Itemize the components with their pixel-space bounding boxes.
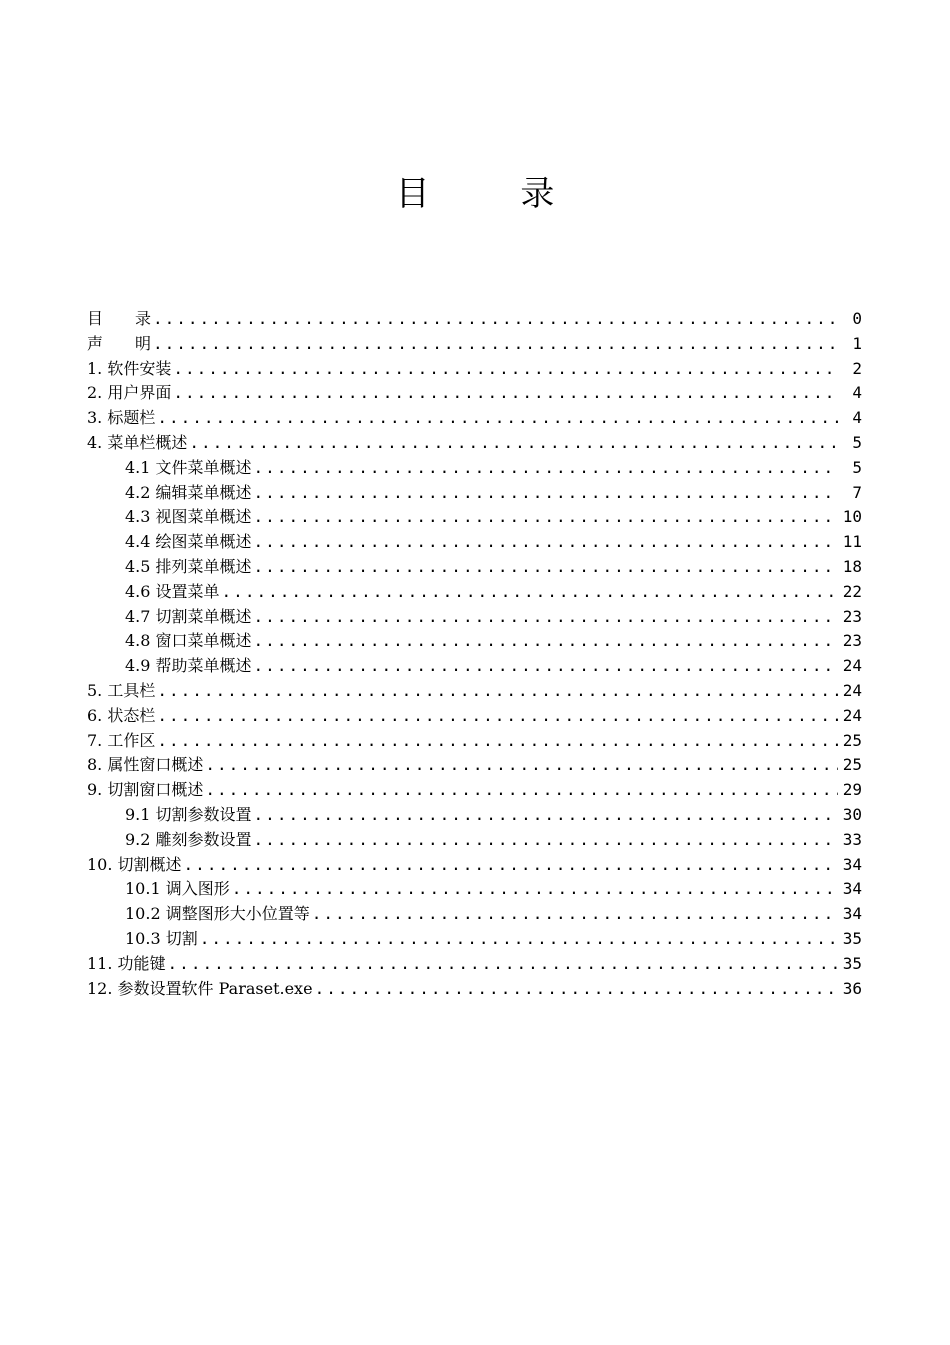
- toc-subentry[interactable]: [87, 828, 862, 853]
- toc-leader-dots: [254, 530, 838, 555]
- toc-leader-dots: [254, 505, 838, 530]
- toc-entry-label: 4.2 编辑菜单概述: [125, 482, 252, 502]
- toc-leader-dots: [254, 629, 838, 654]
- toc-entry-page: 4: [852, 383, 862, 403]
- toc-entry-label: 4.4 绘图菜单概述: [125, 532, 252, 552]
- toc-entry-label: 9.2 雕刻参数设置: [125, 829, 252, 849]
- toc-entry-label: 4.3 视图菜单概述: [125, 507, 252, 527]
- toc-entry-page: 0: [852, 309, 862, 328]
- toc-leader-dots: [254, 828, 838, 853]
- toc-entry-label: 10.1 调入图形: [125, 879, 230, 899]
- toc-entry[interactable]: [87, 753, 862, 778]
- toc-leader-dots: [312, 902, 838, 927]
- toc-entry-page: 10: [842, 507, 862, 527]
- toc-entry-label: 8. 属性窗口概述: [87, 755, 204, 775]
- toc-entry-label: 4.6 设置菜单: [125, 581, 220, 601]
- toc-entry[interactable]: [87, 332, 862, 357]
- toc-entry-page: 35: [842, 928, 862, 948]
- toc-leader-dots: [157, 704, 838, 729]
- toc-subentry[interactable]: [87, 505, 862, 530]
- toc-entry-label: 4.7 切割菜单概述: [125, 606, 252, 626]
- toc-entry[interactable]: [87, 952, 862, 977]
- toc-subentry[interactable]: [87, 902, 862, 927]
- toc-entry-label: 11. 功能键: [87, 953, 166, 973]
- toc-entry-page: 34: [842, 904, 862, 924]
- toc-leader-dots: [254, 555, 838, 580]
- toc-leader-dots: [254, 803, 838, 828]
- toc-entry-page: 35: [842, 953, 862, 973]
- toc-leader-dots: [189, 431, 838, 456]
- toc-entry-page: 34: [842, 879, 862, 899]
- toc-entry-page: 1: [852, 333, 862, 353]
- toc-entry[interactable]: [87, 357, 862, 382]
- toc-entry[interactable]: [87, 431, 862, 456]
- page-title: 目 录: [395, 174, 595, 214]
- toc-entry-label: 10. 切割概述: [87, 854, 182, 874]
- toc-entry[interactable]: [87, 307, 862, 332]
- toc-entry-page: 23: [842, 606, 862, 626]
- toc-entry-label: 1. 软件安装: [87, 358, 172, 378]
- toc-entry-page: 5: [852, 432, 862, 452]
- toc-leader-dots: [153, 332, 838, 357]
- toc-entry-label: 5. 工具栏: [87, 680, 156, 700]
- toc-entry-page: 34: [842, 854, 862, 874]
- toc-entry-page: 25: [842, 730, 862, 750]
- toc-leader-dots: [254, 456, 838, 481]
- toc-entry-page: 11: [842, 532, 862, 552]
- toc-entry-label: 4.8 窗口菜单概述: [125, 631, 252, 651]
- toc-subentry[interactable]: [87, 877, 862, 902]
- toc-leader-dots: [157, 406, 838, 431]
- toc-entry-page: 5: [852, 457, 862, 477]
- toc-entry-label: 9.1 切割参数设置: [125, 804, 252, 824]
- toc-entry-label: 声 明: [87, 333, 152, 353]
- toc-entry-label: 目 录: [87, 309, 152, 328]
- toc-entry-label: 2. 用户界面: [87, 383, 172, 403]
- toc-subentry[interactable]: [87, 555, 862, 580]
- toc-subentry[interactable]: [87, 803, 862, 828]
- toc-leader-dots: [205, 778, 838, 803]
- toc-entry-label: 6. 状态栏: [87, 705, 156, 725]
- toc-leader-dots: [168, 952, 838, 977]
- toc-leader-dots: [200, 927, 838, 952]
- toc-entry-label: 7. 工作区: [87, 730, 156, 750]
- toc-entry-page: 33: [842, 829, 862, 849]
- toc-entry-page: 23: [842, 631, 862, 651]
- toc-entry-page: 24: [842, 656, 862, 676]
- toc-subentry[interactable]: [87, 927, 862, 952]
- toc-entry-label: 4.1 文件菜单概述: [125, 457, 252, 477]
- toc-entry-page: 4: [852, 408, 862, 428]
- toc-leader-dots: [254, 605, 838, 630]
- toc-entry[interactable]: [87, 853, 862, 878]
- toc-leader-dots: [254, 654, 838, 679]
- toc-subentry[interactable]: [87, 481, 862, 506]
- toc-entry-page: 29: [842, 780, 862, 800]
- table-of-contents: [87, 307, 862, 1001]
- toc-entry-page: 30: [842, 804, 862, 824]
- toc-entry-label: 12. 参数设置软件 Paraset.exe: [87, 978, 313, 998]
- toc-leader-dots: [254, 481, 838, 506]
- toc-subentry[interactable]: [87, 456, 862, 481]
- toc-entry-page: 7: [852, 482, 862, 502]
- toc-leader-dots: [184, 853, 838, 878]
- toc-entry[interactable]: [87, 679, 862, 704]
- toc-entry-page: 36: [842, 978, 862, 998]
- toc-entry-label: 10.3 切割: [125, 928, 198, 948]
- toc-entry-page: 22: [842, 581, 862, 601]
- toc-entry[interactable]: [87, 381, 862, 406]
- toc-subentry[interactable]: [87, 605, 862, 630]
- toc-leader-dots: [205, 753, 838, 778]
- toc-entry-page: 24: [842, 705, 862, 725]
- toc-subentry[interactable]: [87, 629, 862, 654]
- toc-leader-dots: [157, 679, 838, 704]
- toc-entry-page: 24: [842, 680, 862, 700]
- toc-subentry[interactable]: [87, 530, 862, 555]
- toc-entry[interactable]: [87, 977, 862, 1002]
- toc-leader-dots: [222, 580, 838, 605]
- toc-entry[interactable]: [87, 406, 862, 431]
- toc-entry-label: 4. 菜单栏概述: [87, 432, 188, 452]
- toc-entry[interactable]: [87, 704, 862, 729]
- toc-leader-dots: [315, 977, 838, 1002]
- toc-leader-dots: [232, 877, 838, 902]
- toc-entry-page: 2: [852, 358, 862, 378]
- toc-leader-dots: [173, 357, 838, 382]
- toc-entry[interactable]: [87, 778, 862, 803]
- toc-leader-dots: [157, 729, 838, 754]
- toc-entry-label: 3. 标题栏: [87, 408, 156, 428]
- toc-entry-label: 10.2 调整图形大小位置等: [125, 904, 310, 924]
- toc-entry-label: 4.5 排列菜单概述: [125, 556, 252, 576]
- toc-leader-dots: [153, 307, 838, 332]
- toc-subentry[interactable]: [87, 580, 862, 605]
- toc-entry-label: 9. 切割窗口概述: [87, 780, 204, 800]
- toc-entry[interactable]: [87, 729, 862, 754]
- toc-entry-page: 25: [842, 755, 862, 775]
- toc-subentry[interactable]: [87, 654, 862, 679]
- toc-leader-dots: [173, 381, 838, 406]
- toc-entry-label: 4.9 帮助菜单概述: [125, 656, 252, 676]
- toc-entry-page: 18: [842, 556, 862, 576]
